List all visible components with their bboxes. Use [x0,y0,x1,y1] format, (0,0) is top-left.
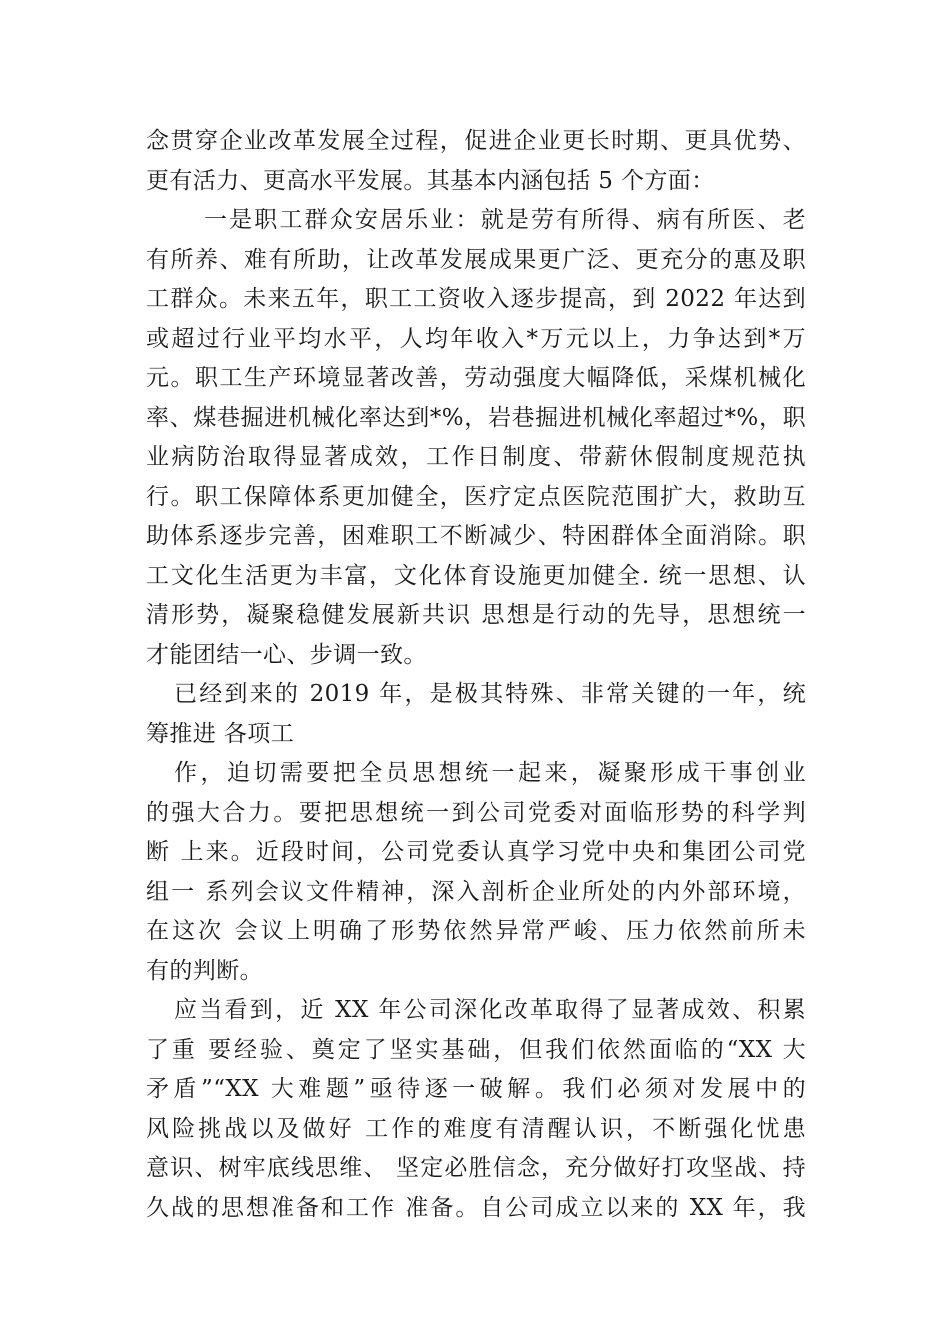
text-line: 率、煤巷掘进机械化率达到*%，岩巷掘进机械化率超过*%，职 [146,404,806,431]
text-line: 念贯穿企业改革发展全过程，促进企业更长时期、更具优势、 [146,128,806,154]
text-line: 行。职工保障体系更加健全，医疗定点医院范围扩大，救助互 [146,483,806,510]
body-text [146,122,806,1228]
text-line: 了重 要经验、奠定了坚实基础，但我们依然面临的“XX 大 [146,1036,806,1063]
text-line: 或超过行业平均水平，人均年收入*万元以上，力争达到*万 [146,325,806,352]
text-line: 有的判断。 [146,957,263,984]
text-line: 工群众。未来五年，职工工资收入逐步提高，到 2022 年达到 [146,286,806,312]
text-line: 工文化生活更为丰富，文化体育设施更加健全. 统一思想、认 [146,562,806,589]
paragraph-first-line: 应当看到，近 XX 年公司深化改革取得了显著成效、积累 [174,997,806,1023]
text-line: 组一 系列会议文件精神，深入剖析企业所处的内外部环境， [146,878,806,905]
paragraph-first-line: 一是职工群众安居乐业：就是劳有所得、病有所医、老 [204,207,806,233]
paragraph-first-line: 作，迫切需要把全员思想统一起来，凝聚形成干事创业 [174,760,806,786]
text-line: 意识、树牢底线思维、 坚定必胜信念，充分做好打攻坚战、持 [146,1155,806,1181]
text-line: 清形势，凝聚稳健发展新共识 思想是行动的先导，思想统一 [146,602,806,628]
text-line: 断 上来。近段时间，公司党委认真学习党中央和集团公司党 [146,839,806,865]
text-line: 在这次 会议上明确了形势依然异常严峻、压力依然前所未 [146,918,806,944]
text-line: 才能团结一心、步调一致。 [146,641,427,668]
text-line: 风险挑战以及做好 工作的难度有清醒认识，不断强化忧患 [146,1115,806,1142]
paragraph-first-line: 已经到来的 2019 年，是极其特殊、非常关键的一年，统 [174,681,806,707]
text-line: 助体系逐步完善，困难职工不断减少、特困群体全面消除。职 [146,523,806,549]
text-line: 更有活力、更高水平发展。其基本内涵包括 5 个方面： [146,167,715,194]
text-line: 业病防治取得显著成效，工作日制度、带薪休假制度规范执 [146,444,806,470]
text-line: 有所养、难有所助，让改革发展成果更广泛、更充分的惠及职 [146,246,806,273]
text-line: 久战的思想准备和工作 准备。自公司成立以来的 XX 年，我 [146,1194,806,1221]
text-line: 元。职工生产环境显著改善，劳动强度大幅降低，采煤机械化 [146,365,806,391]
text-line: 筹推进 各项工 [146,720,295,747]
text-line: 矛盾”“XX 大难题”亟待逐一破解。我们必须对发展中的 [146,1076,806,1102]
text-line: 的强大合力。要把思想统一到公司党委对面临形势的科学判 [146,799,806,826]
